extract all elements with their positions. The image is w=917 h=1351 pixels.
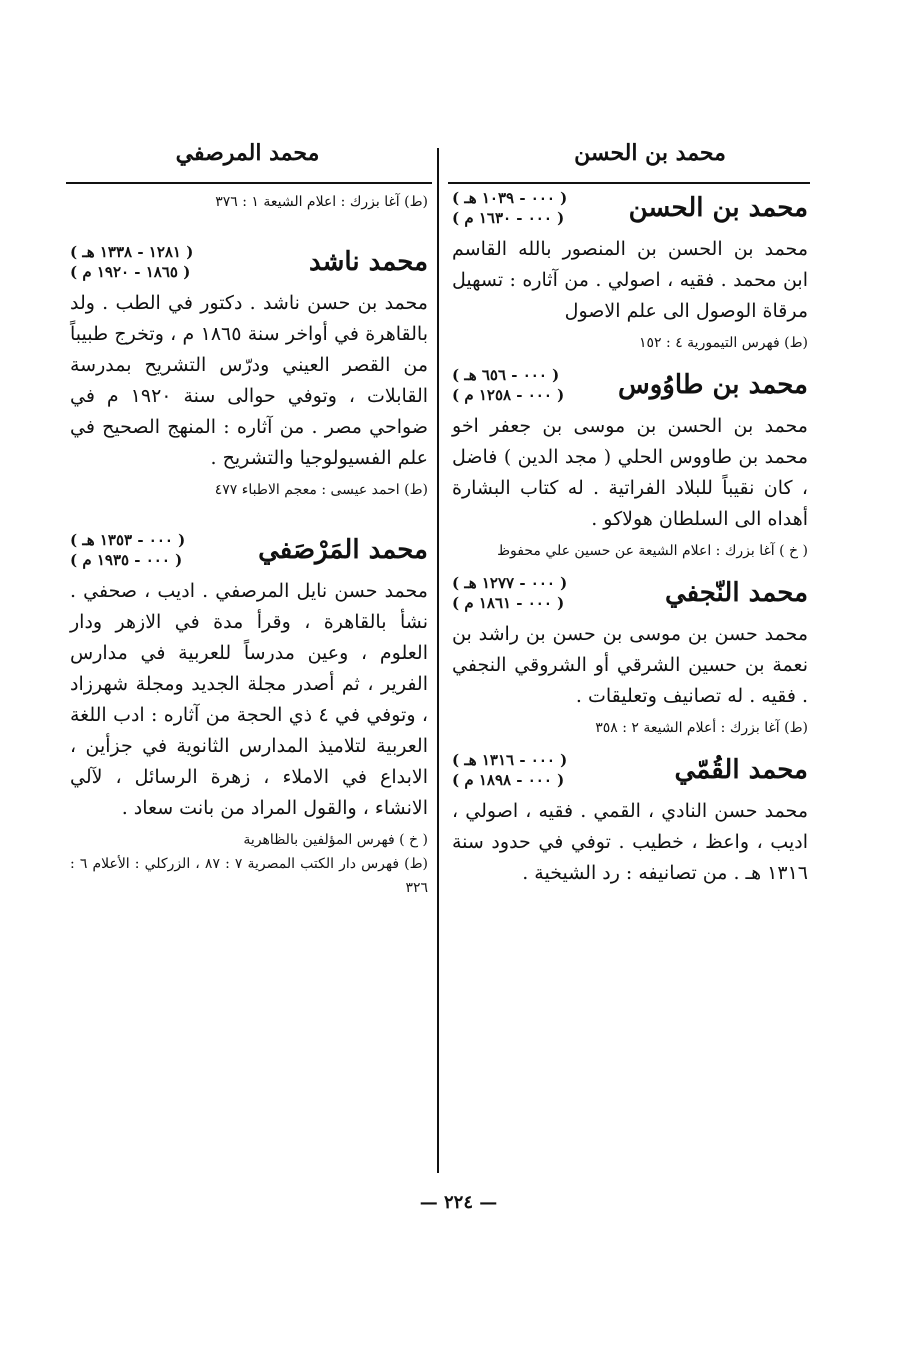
entry-body: محمد حسن النادي ، القمي . فقيه ، اصولي ، اديب ، واعظ ، خطيب . توفي في حدود سنة ١٣١٦ هـ . من تصانيفه : رد الشيخية . bbox=[452, 800, 808, 884]
dates-gregorian: ( ١٨٦٥ - ١٩٢٠ م ) bbox=[70, 263, 191, 281]
dates-gregorian: ( ٠٠٠ - ١٨٩٨ م ) bbox=[452, 771, 565, 789]
column-divider bbox=[437, 148, 439, 1173]
entry-name: محمد القُمّي bbox=[674, 755, 808, 785]
entry-ibn-tawus bbox=[452, 365, 808, 563]
dates-hijri: ( ١٢٨١ - ١٣٣٨ هـ ) bbox=[70, 243, 194, 261]
dates-gregorian: ( ٠٠٠ - ١٦٣٠ م ) bbox=[452, 209, 565, 227]
right-column bbox=[452, 188, 808, 893]
entry-body: محمد بن حسن ناشد . دكتور في الطب . ولد بالقاهرة في أواخر سنة ١٨٦٥ م ، وتخرج طبيباً من القصر العيني ودرّس التشريح بمدرسة القابلات ، وتوفي حوالى سنة ١٩٢٠ م في ضواحي مصر . من آثاره : المنهج الصحيح في علم الفسيولوجيا والتشريح . bbox=[70, 292, 429, 469]
entry-heading bbox=[452, 750, 808, 790]
dates-hijri: ( ٠٠٠ - ١٣٥٣ هـ ) bbox=[70, 531, 186, 549]
entry-body: محمد بن الحسن بن المنصور بالله القاسم ابن محمد . فقيه ، اصولي . من آثاره : تسهيل مرقاة الوصول الى علم الاصول bbox=[452, 238, 808, 322]
entry-heading bbox=[70, 242, 428, 282]
spacer bbox=[70, 224, 428, 242]
entry-al-najafi bbox=[452, 573, 808, 740]
entry-heading bbox=[452, 365, 808, 405]
running-header-right: محمد بن الحسن bbox=[574, 140, 726, 166]
dates-gregorian: ( ٠٠٠ - ١٩٣٥ م ) bbox=[70, 551, 183, 569]
entry-reference: (ط) احمد عيسى : معجم الاطباء ٤٧٧ bbox=[214, 482, 428, 498]
entry-name: محمد بن الحسن bbox=[628, 193, 808, 223]
entry-dates bbox=[452, 573, 567, 613]
entry-body: محمد حسن بن موسى بن حسن بن راشد بن نعمة بن حسين الشرقي أو الشروقي النجفي . فقيه . له تصانيف وتعليقات . bbox=[452, 623, 808, 707]
entry-dates bbox=[452, 750, 567, 790]
continued-reference: (ط) آغا بزرك : اعلام الشيعة ١ : ٣٧٦ bbox=[215, 194, 428, 210]
dates-gregorian: ( ٠٠٠ - ١٨٦١ م ) bbox=[452, 594, 565, 612]
dates-hijri: ( ٠٠٠ - ١٢٧٧ هـ ) bbox=[452, 574, 568, 592]
entry-heading bbox=[452, 188, 808, 228]
entry-reference: ( خ ) آغا بزرك : اعلام الشيعة عن حسين علي محفوظ bbox=[497, 543, 808, 559]
entry-dates bbox=[70, 530, 185, 570]
entry-al-qummi bbox=[452, 750, 808, 889]
page-number: — ٢٢٤ — bbox=[419, 1192, 498, 1213]
entry-al-marsafi bbox=[70, 530, 428, 900]
dates-hijri: ( ٠٠٠ - ١٣١٦ هـ ) bbox=[452, 751, 568, 769]
entry-dates bbox=[452, 365, 564, 405]
dates-hijri: ( ٠٠٠ - ٦٥٦ هـ ) bbox=[452, 366, 560, 384]
dates-hijri: ( ٠٠٠ - ١٠٣٩ هـ ) bbox=[452, 189, 568, 207]
entry-reference: (ط) آغا بزرك : أعلام الشيعة ٢ : ٣٥٨ bbox=[595, 720, 808, 736]
header-rule-right bbox=[448, 182, 810, 184]
entry-nashid bbox=[70, 242, 428, 502]
entry-name: محمد بن طاوُوس bbox=[618, 370, 808, 400]
running-header-left: محمد المرصفي bbox=[175, 140, 320, 166]
entry-reference: ( خ ) فهرس المؤلفين بالظاهرية bbox=[243, 832, 428, 848]
entry-body: محمد حسن نايل المرصفي . اديب ، صحفي . نشأ بالقاهرة ، وقرأ مدة في الازهر ودار العلوم ، وعين مدرساً للعربية في مدارس الفرير ، ثم أصدر مجلة الجديد ومجلة شهرزاد ، وتوفي في ٤ ذي الحجة من آثاره : ادب اللغة العربية لتلاميذ المدارس الثانوية في جزأين ، الابداع في الاملاء ، زهرة الرسائل ، لآلي الانشاء ، والقول المراد من بانت سعاد . bbox=[70, 580, 428, 819]
spacer bbox=[70, 512, 428, 530]
left-column bbox=[70, 188, 428, 910]
entry-body: محمد بن الحسن بن موسى بن جعفر اخو محمد بن طاووس الحلي ( مجد الدين ) فاضل ، كان نقيباً للبلاد الفراتية . له كتاب البشارة أهداه الى السلطان هولاكو . bbox=[452, 415, 808, 530]
entry-heading bbox=[452, 573, 808, 613]
entry-dates bbox=[70, 242, 193, 282]
dates-gregorian: ( ٠٠٠ - ١٢٥٨ م ) bbox=[452, 386, 565, 404]
entry-name: محمد المَرْصَفي bbox=[258, 535, 428, 565]
entry-reference: (ط) فهرس دار الكتب المصرية ٧ : ٨٧ ، الزركلي : الأعلام ٦ : ٣٢٦ bbox=[70, 856, 428, 896]
entry-name: محمد ناشد bbox=[308, 247, 428, 277]
header-rule-left bbox=[66, 182, 432, 184]
entry-ibn-al-hasan bbox=[452, 188, 808, 355]
entry-name: محمد النّجفي bbox=[664, 578, 808, 608]
entry-reference: (ط) فهرس التيمورية ٤ : ١٥٢ bbox=[639, 335, 808, 351]
entry-heading bbox=[70, 530, 428, 570]
entry-dates bbox=[452, 188, 567, 228]
